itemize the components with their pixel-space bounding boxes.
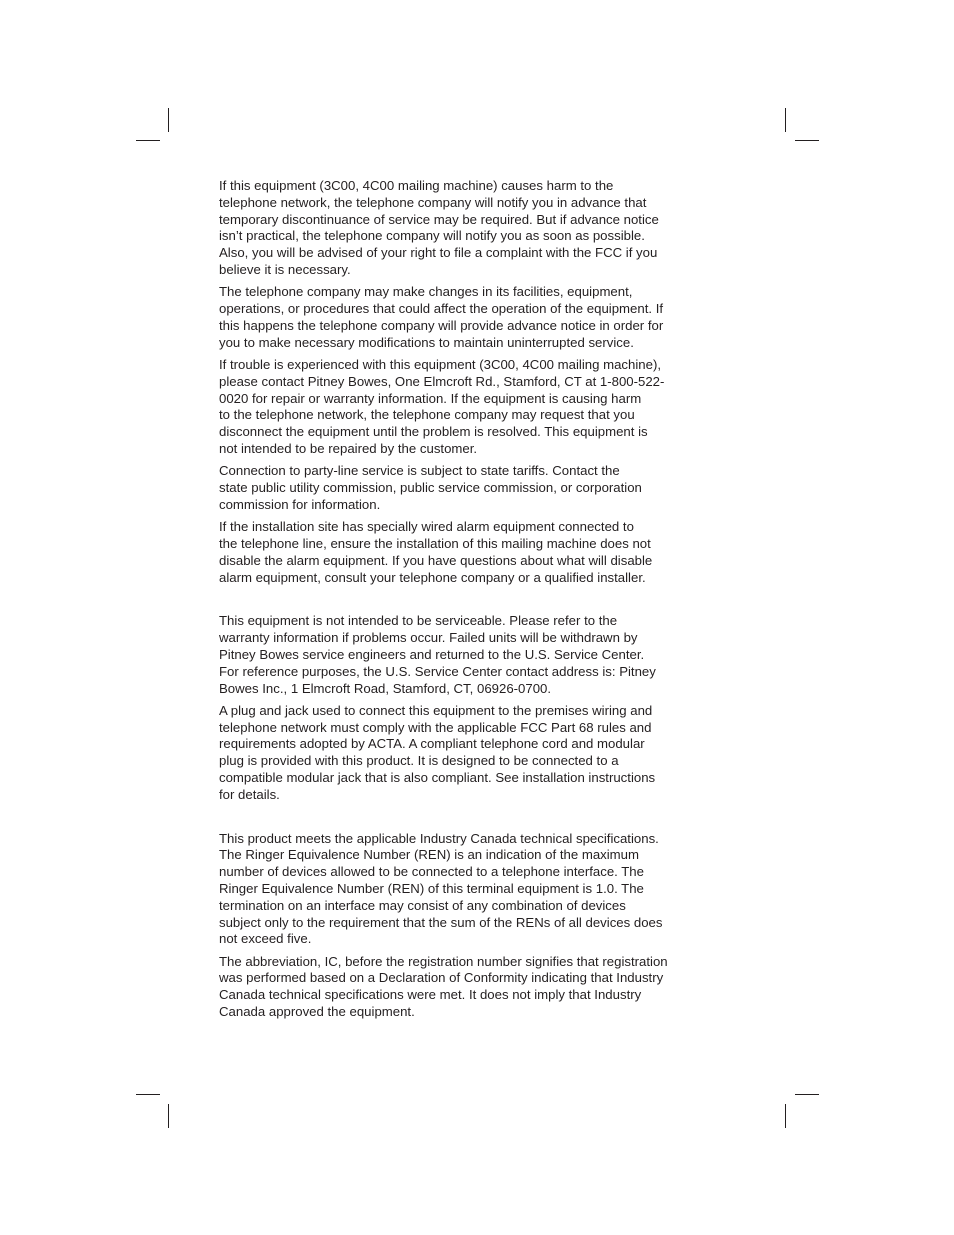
- paragraph-party-line: Connection to party-line service is subject to state tariffs. Contact the state public utility commission, public service commission, or corporation commission for information.: [219, 463, 642, 512]
- service-section: [219, 613, 699, 803]
- crop-mark-bottom-right-horizontal: [795, 1094, 819, 1095]
- paragraph-ic-abbreviation: The abbreviation, IC, before the registration number signifies that registration was performed based on a Declaration of Conformity indicating that Industry Canada technical specifications were met. It does not imply that Industry Canada approved the equipment.: [219, 953, 668, 1020]
- paragraph-ren: This product meets the applicable Industry Canada technical specifications. The Ringer Equivalence Number (REN) is an indication of the maximum number of devices allowed to be connected to a telephone interface. The Ringer Equivalence Number (REN) of this terminal equipment is 1.0. The termination on an interface may consist of any combination of devices subject only to the requirement that the sum of the RENs of all devices does not exceed five.: [219, 830, 663, 947]
- paragraph-alarm-equipment: If the installation site has specially wired alarm equipment connected to the telephone line, ensure the installation of this mailing machine does not disable the alarm equipment. If you have questions about what will disable alarm equipment, consult your telephone company or a qualified installer.: [219, 519, 653, 585]
- paragraph-trouble-contact: If trouble is experienced with this equipment (3C00, 4C00 mailing machine), please contact Pitney Bowes, One Elmcroft Rd., Stamford, CT at 1-800-522- 0020 for repair or warranty information. If the equipment is causing harm to the telephone network, the telephone company may request that you disconnect the equipment until the problem is resolved. This equipment is not intended to be repaired by the customer.: [219, 356, 665, 456]
- paragraph-plug-and-jack: A plug and jack used to connect this equipment to the premises wiring and telephone network must comply with the applicable FCC Part 68 rules and requirements adopted by ACTA. A compliant telephone cord and modular plug is provided with this product. It is designed to be connected to a compatible modular jack that is also compliant. See installation instructions for details.: [219, 702, 656, 802]
- crop-mark-top-right-horizontal: [795, 140, 819, 141]
- crop-mark-top-right-vertical: [785, 108, 786, 132]
- crop-mark-bottom-right-vertical: [785, 1104, 786, 1128]
- crop-mark-bottom-left-vertical: [168, 1104, 169, 1128]
- page-content: [219, 178, 699, 1021]
- paragraph-harm-notice: If this equipment (3C00, 4C00 mailing machine) causes harm to the telephone network, the telephone company will notify you in advance that temporary discontinuance of service may be required. But if advance notice isn’t practical, the telephone company will notify you as soon as possible. Also, you will be advised of your right to file a complaint with the FCC if you believe it is necessary.: [219, 178, 659, 277]
- paragraph-serviceability: This equipment is not intended to be serviceable. Please refer to the warranty information if problems occur. Failed units will be withdrawn by Pitney Bowes service engineers and returned to the U.S. Service Center. For reference purposes, the U.S. Service Center contact address is: Pitney Bowes Inc., 1 Elmcroft Road, Stamford, CT, 06926-0700.: [219, 613, 656, 696]
- crop-mark-top-left-vertical: [168, 108, 169, 132]
- crop-mark-bottom-left-horizontal: [136, 1094, 160, 1095]
- crop-mark-top-left-horizontal: [136, 140, 160, 141]
- paragraph-facility-changes: The telephone company may make changes in its facilities, equipment, operations, or procedures that could affect the operation of the equipment. If this happens the telephone company will provide advance notice in order for you to make necessary modifications to maintain uninterrupted service.: [219, 284, 664, 350]
- industry-canada-section: [219, 831, 699, 1021]
- fcc-notice-section: [219, 178, 699, 586]
